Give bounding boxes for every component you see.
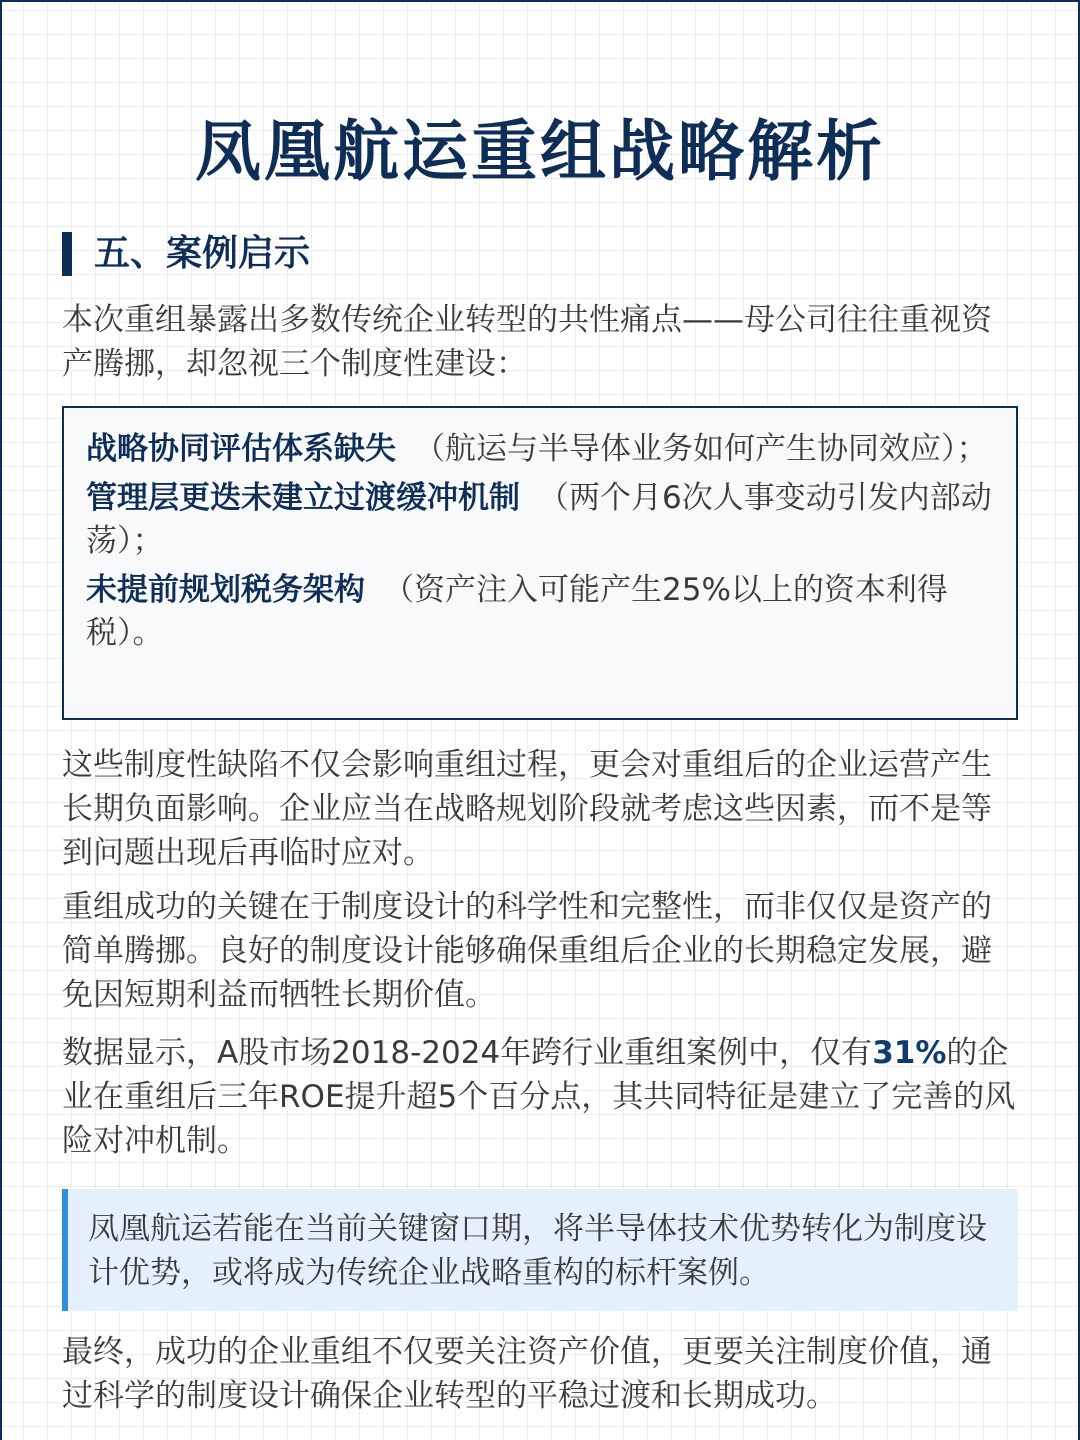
final-paragraph: 最终，成功的企业重组不仅要关注资产价值，更要关注制度价值，通过科学的制度设计确保企业转型的平稳过渡和长期成功。	[62, 1334, 992, 1414]
deficit-item	[86, 569, 996, 655]
deficit-item	[86, 477, 996, 563]
data-text-before: 数据显示，A股市场2018-2024年跨行业重组案例中，仅有	[62, 1035, 873, 1071]
deficit-item	[86, 428, 996, 471]
highlight-percentage: 31%	[872, 1035, 947, 1071]
deficits-box	[62, 406, 1018, 720]
section-heading	[62, 232, 310, 276]
quote-box	[62, 1189, 1018, 1311]
deficit-term: 未提前规划税务架构	[86, 572, 365, 608]
section-heading-text: 五、案例启示	[94, 233, 311, 274]
quote-text: 凤凰航运若能在当前关键窗口期，将半导体技术优势转化为制度设计优势，或将成为传统企业战略重构的标杆案例。	[88, 1211, 987, 1291]
heading-accent-bar	[62, 232, 72, 276]
data-text-after: 的企业在重组后三年ROE提升超5个百分点，其共同特征是建立了完善的风险对冲机制。	[62, 1035, 1016, 1159]
intro-paragraph: 本次重组暴露出多数传统企业转型的共性痛点——母公司往往重视资产腾挪，却忽视三个制度性建设：	[62, 302, 992, 382]
deficit-term: 战略协同评估体系缺失	[86, 431, 396, 467]
paragraph-key-to-success: 重组成功的关键在于制度设计的科学性和完整性，而非仅仅是资产的简单腾挪。良好的制度设计能够确保重组后企业的长期稳定发展，避免因短期利益而牺牲长期价值。	[62, 889, 992, 1013]
deficit-term: 管理层更迭未建立过渡缓冲机制	[86, 480, 520, 516]
page-title: 凤凰航运重组战略解析	[195, 113, 885, 190]
deficit-note: （资产注入可能产生25%以上的资本利得税）。	[86, 572, 948, 651]
paragraph-data	[62, 1031, 1022, 1163]
deficit-note: （航运与半导体业务如何产生协同效应）；	[414, 431, 988, 467]
deficit-note: （两个月6次人事变动引发内部动荡）；	[86, 480, 992, 559]
paragraph-institutional-defects: 这些制度性缺陷不仅会影响重组过程，更会对重组后的企业运营产生长期负面影响。企业应当在战略规划阶段就考虑这些因素，而不是等到问题出现后再临时应对。	[62, 747, 992, 871]
